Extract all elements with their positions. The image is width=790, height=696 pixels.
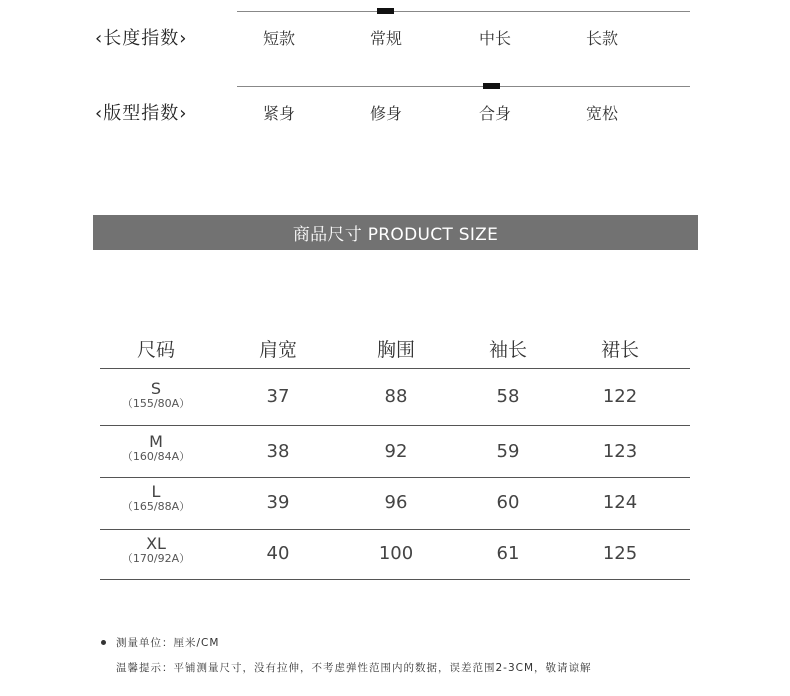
fit-option-loose: 宽松	[586, 104, 619, 123]
fit-index-marker	[483, 83, 500, 89]
skirt-length-value: 125	[602, 543, 638, 564]
sleeve-value: 60	[496, 492, 520, 513]
bust-value: 88	[384, 386, 408, 407]
shoulder-value: 38	[266, 441, 290, 462]
size-name: XL	[146, 534, 166, 553]
fit-index-label: ‹版型指数›	[95, 103, 188, 124]
header-size: 尺码	[136, 339, 175, 361]
fit-index-scale-line	[237, 86, 690, 87]
sleeve-value: 61	[496, 543, 520, 564]
table-row-size	[101, 434, 211, 464]
bust-value: 92	[384, 441, 408, 462]
header-bust: 胸围	[376, 339, 415, 361]
table-rule	[100, 425, 690, 426]
size-name: S	[150, 379, 162, 398]
size-name: L	[151, 482, 161, 501]
table-row-size	[101, 484, 211, 514]
table-rule	[100, 529, 690, 530]
size-spec: （155/80A）	[121, 397, 191, 410]
length-option-short: 短款	[263, 29, 296, 48]
length-index-marker	[377, 8, 394, 14]
shoulder-value: 39	[266, 492, 290, 513]
measurement-unit-note: 测量单位：厘米/CM	[116, 637, 220, 649]
shoulder-value: 37	[266, 386, 290, 407]
table-rule	[100, 477, 690, 478]
sleeve-value: 59	[496, 441, 520, 462]
product-size-banner	[93, 215, 698, 250]
table-rule	[100, 579, 690, 580]
length-index-label: ‹长度指数›	[95, 28, 188, 49]
skirt-length-value: 123	[602, 441, 638, 462]
bust-value: 96	[384, 492, 408, 513]
product-size-title: 商品尺寸 PRODUCT SIZE	[292, 225, 499, 245]
size-spec: （160/84A）	[121, 450, 191, 463]
bust-value: 100	[378, 543, 414, 564]
size-spec: （170/92A）	[121, 552, 191, 565]
fit-option-regular: 合身	[479, 104, 512, 123]
skirt-length-value: 124	[602, 492, 638, 513]
header-skirt-length: 裙长	[600, 339, 639, 361]
kind-tip-note: 温馨提示：平铺测量尺寸，没有拉伸，不考虑弹性范围内的数据，误差范围2-3CM，敬请谅解	[116, 662, 592, 674]
table-row-size	[101, 536, 211, 566]
header-sleeve: 袖长	[488, 339, 527, 361]
fit-option-tight: 紧身	[263, 104, 296, 123]
length-option-midlength: 中长	[479, 29, 512, 48]
size-name: M	[149, 432, 163, 451]
size-spec: （165/88A）	[121, 500, 191, 513]
sleeve-value: 58	[496, 386, 520, 407]
header-shoulder: 肩宽	[258, 339, 297, 361]
fit-option-slim: 修身	[370, 104, 403, 123]
length-index-scale-line	[237, 11, 690, 12]
bullet-icon	[101, 640, 106, 645]
length-option-long: 长款	[586, 29, 619, 48]
table-rule	[100, 368, 690, 369]
shoulder-value: 40	[266, 543, 290, 564]
skirt-length-value: 122	[602, 386, 638, 407]
table-row-size	[101, 381, 211, 411]
length-option-regular: 常规	[370, 29, 403, 48]
